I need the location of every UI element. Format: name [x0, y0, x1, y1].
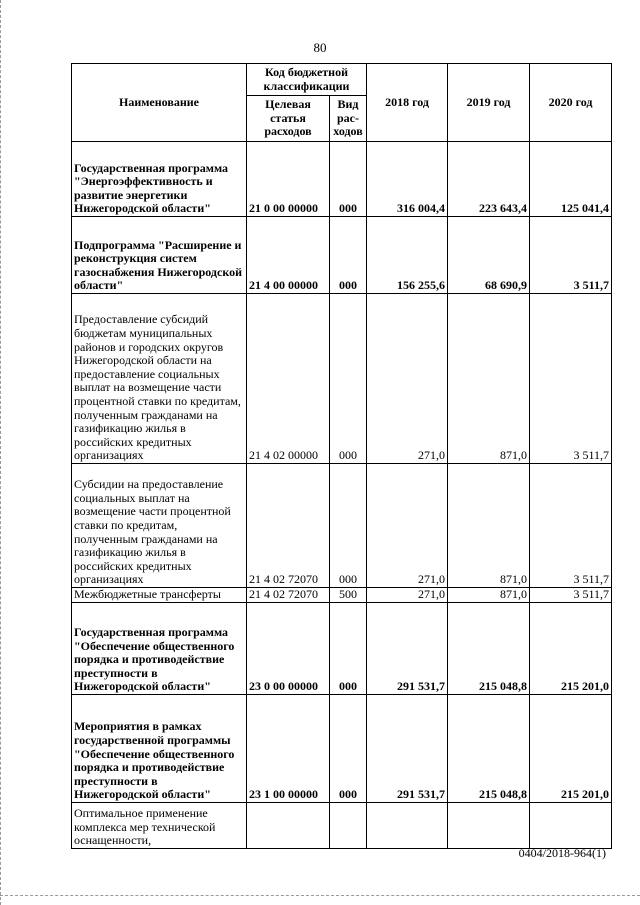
- footer-divider: [0, 895, 640, 896]
- row-code: 21 4 02 72070: [247, 464, 330, 588]
- table-row: [72, 464, 612, 588]
- row-2019: 871,0: [448, 588, 530, 603]
- row-code: [247, 803, 330, 849]
- row-kind: 000: [330, 695, 367, 803]
- row-2019: [448, 803, 530, 849]
- row-code: 21 4 02 72070: [247, 588, 330, 603]
- row-2020: [530, 803, 612, 849]
- header-name: Наименование: [72, 64, 247, 142]
- row-kind: 000: [330, 603, 367, 695]
- header-2020: 2020 год: [530, 64, 612, 142]
- table-row: [72, 142, 612, 217]
- row-2018: 291 531,7: [367, 695, 448, 803]
- row-2019: 215 048,8: [448, 603, 530, 695]
- row-code: 21 0 00 00000: [247, 142, 330, 217]
- header-kind: Вид рас-ходов: [330, 96, 367, 142]
- table-row: [72, 803, 612, 849]
- row-name: Государственная программа "Обеспечение общественного порядка и противодействие преступности в Нижегородской области": [72, 603, 247, 695]
- row-2019: 871,0: [448, 294, 530, 464]
- row-kind: 000: [330, 142, 367, 217]
- row-2020: 125 041,4: [530, 142, 612, 217]
- page-number: 80: [313, 40, 327, 55]
- row-code: 23 1 00 00000: [247, 695, 330, 803]
- row-2019: 223 643,4: [448, 142, 530, 217]
- row-name: Подпрограмма "Расширение и реконструкция систем газоснабжения Нижегородской области": [72, 217, 247, 294]
- row-name: Государственная программа "Энергоэффективность и развитие энергетики Нижегородской области": [72, 142, 247, 217]
- scan-edge: [0, 0, 5, 905]
- row-kind: 000: [330, 464, 367, 588]
- row-code: 23 0 00 00000: [247, 603, 330, 695]
- table-row: [72, 588, 612, 603]
- document-code: 0404/2018-964(1): [518, 846, 606, 860]
- row-2018: 156 255,6: [367, 217, 448, 294]
- row-2018: 271,0: [367, 588, 448, 603]
- row-2018: 316 004,4: [367, 142, 448, 217]
- row-2020: 215 201,0: [530, 695, 612, 803]
- row-name: Оптимальное применение комплекса мер технической оснащенности,: [72, 803, 247, 849]
- row-name: Субсидии на предоставление социальных выплат на возмещение части процентной ставки по кредитам, полученным гражданами на газификацию жилья в российских кредитных организациях: [72, 464, 247, 588]
- row-kind: 000: [330, 294, 367, 464]
- header-budget-code: Код бюджетной классификации: [247, 64, 367, 96]
- row-kind: 500: [330, 588, 367, 603]
- header-target: Целевая статья расходов: [247, 96, 330, 142]
- table-row: [72, 294, 612, 464]
- header-row-top: [72, 64, 612, 96]
- row-2019: 68 690,9: [448, 217, 530, 294]
- row-2019: 871,0: [448, 464, 530, 588]
- table-row: [72, 695, 612, 803]
- row-name: Мероприятия в рамках государственной программы "Обеспечение общественного порядка и противодействие преступности в Нижегородской области": [72, 695, 247, 803]
- row-code: 21 4 00 00000: [247, 217, 330, 294]
- header-2018: 2018 год: [367, 64, 448, 142]
- row-2018: 271,0: [367, 294, 448, 464]
- row-kind: [330, 803, 367, 849]
- row-2020: 215 201,0: [530, 603, 612, 695]
- row-2020: 3 511,7: [530, 588, 612, 603]
- row-name: Предоставление субсидий бюджетам муниципальных районов и городских округов Нижегородской области на предоставление социальных выплат на возмещение части процентной ставки по кредитам, полученным гражданами на газификацию жилья в российских кредитных организациях: [72, 294, 247, 464]
- row-2020: 3 511,7: [530, 217, 612, 294]
- row-code: 21 4 02 00000: [247, 294, 330, 464]
- row-2018: [367, 803, 448, 849]
- row-name: Межбюджетные трансферты: [72, 588, 247, 603]
- table-row: [72, 217, 612, 294]
- row-2020: 3 511,7: [530, 464, 612, 588]
- row-2019: 215 048,8: [448, 695, 530, 803]
- row-2018: 271,0: [367, 464, 448, 588]
- row-2018: 291 531,7: [367, 603, 448, 695]
- table-row: [72, 603, 612, 695]
- row-kind: 000: [330, 217, 367, 294]
- budget-table: [71, 63, 612, 849]
- row-2020: 3 511,7: [530, 294, 612, 464]
- header-2019: 2019 год: [448, 64, 530, 142]
